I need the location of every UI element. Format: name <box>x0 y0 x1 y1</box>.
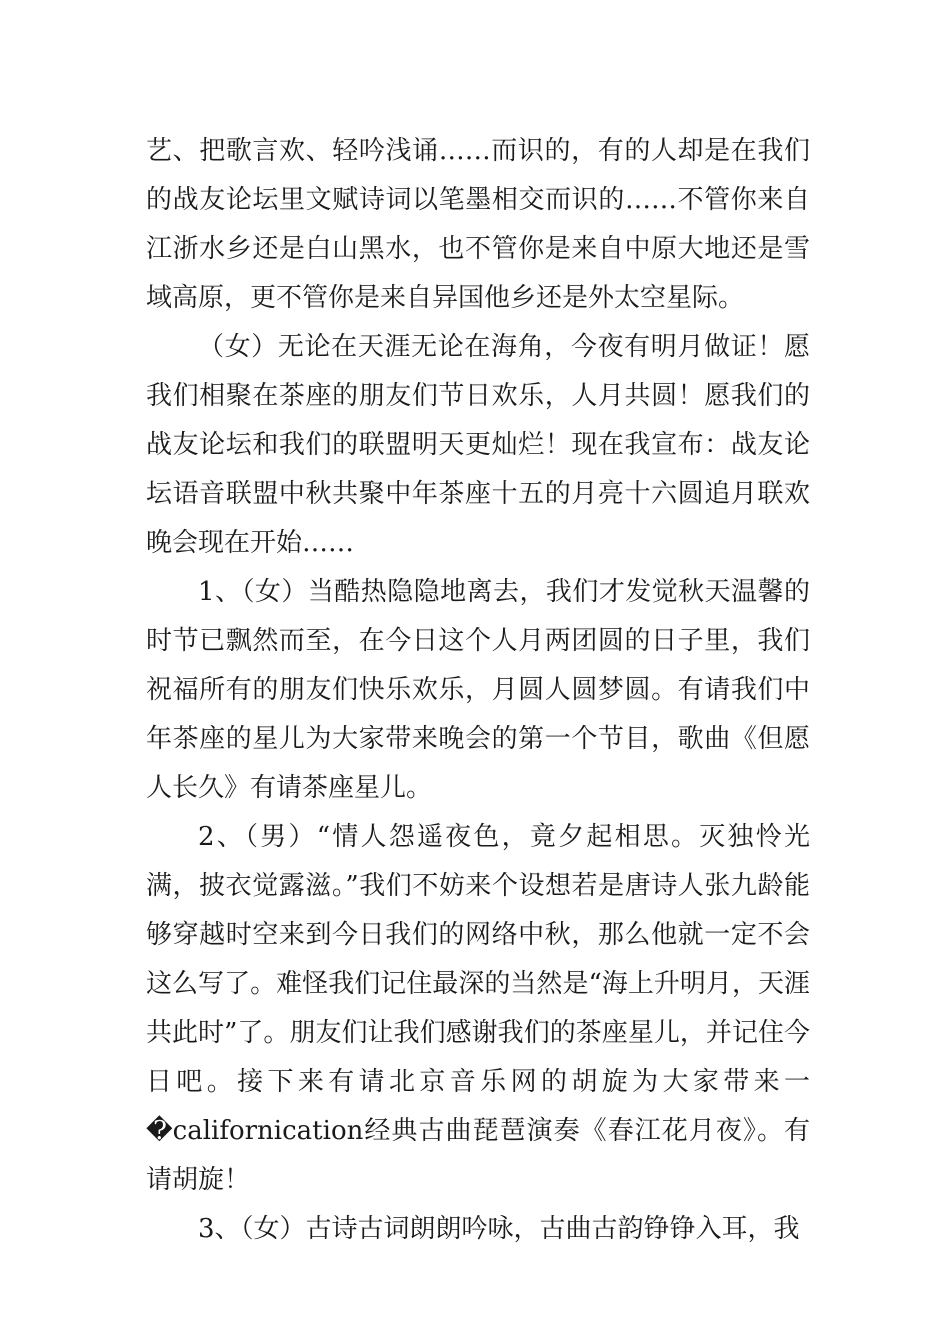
paragraph-continuation: 艺、把歌言欢、轻吟浅诵……而识的，有的人却是在我们的战友论坛里文赋诗词以笔墨相交而识的……不管你来自江浙水乡还是白山黑水，也不管你是来自中原大地还是雪域高原，更不管你是来自异国他乡还是外太空星际。 <box>146 136 810 313</box>
paragraph-program-2: 2、（男）“情人怨遥夜色，竟夕起相思。灭独怜光满，披衣觉露滋。”我们不妨来个设想若是唐诗人张九龄能够穿越时空来到今日我们的网络中秋，那么他就一定不会这么写了。难怪我们记住最深的当然是“海上升明月，天涯共此时”了。朋友们让我们感谢我们的茶座星儿，并记住今日吧。接下来有请北京音乐网的胡旋为大家带来一�californication经典古曲琵琶演奏《春江花月夜》。有请胡旋！ <box>146 822 810 1195</box>
paragraph-opening-announcement: （女）无论在天涯无论在海角，今夜有明月做证！愿我们相聚在茶座的朋友们节日欢乐，人月共圆！愿我们的战友论坛和我们的联盟明天更灿烂！现在我宣布：战友论坛语音联盟中秋共聚中年茶座十五的月亮十六圆追月联欢晚会现在开始…… <box>146 332 810 558</box>
document-body <box>146 127 810 1254</box>
paragraph-program-3: 3、（女）古诗古词朗朗吟咏，古曲古韵铮铮入耳，我 <box>198 1214 800 1244</box>
paragraph-program-1: 1、（女）当酷热隐隐地离去，我们才发觉秋天温馨的时节已飘然而至，在今日这个人月两团圆的日子里，我们祝福所有的朋友们快乐欢乐，月圆人圆梦圆。有请我们中年茶座的星儿为大家带来晚会的第一个节目，歌曲《但愿人长久》有请茶座星儿。 <box>146 577 810 803</box>
